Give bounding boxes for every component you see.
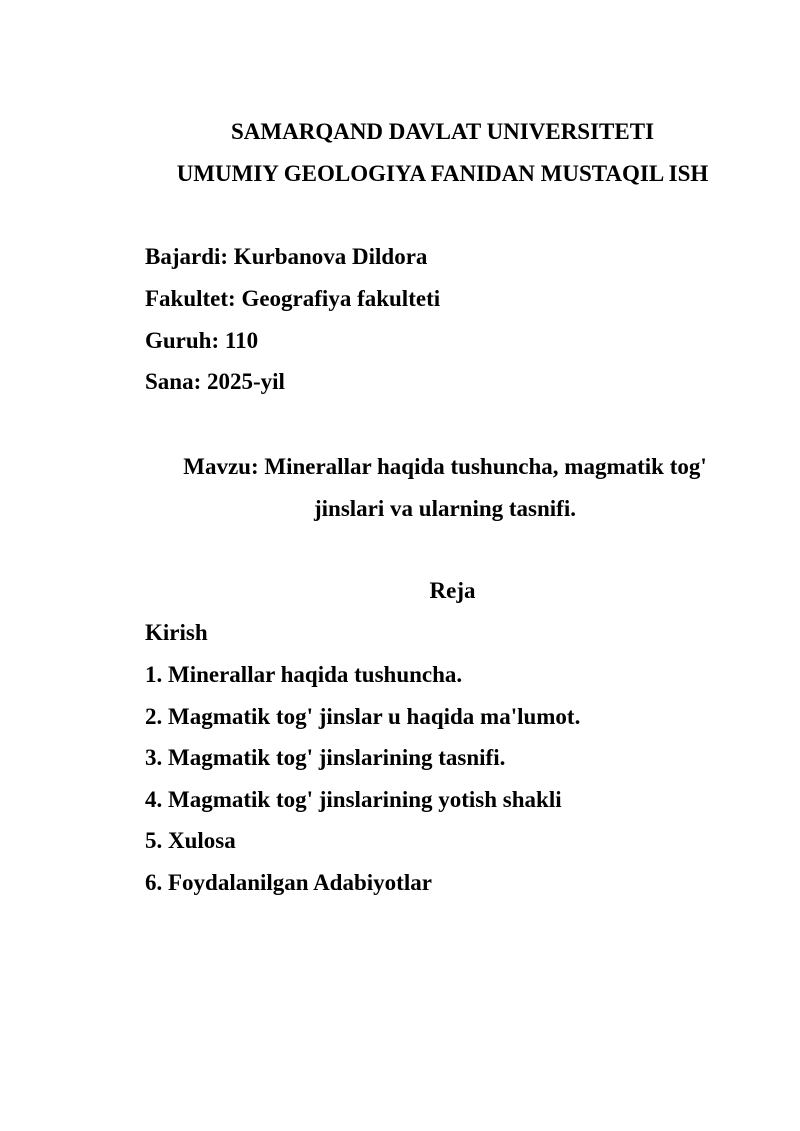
group-line: Guruh: 110 (145, 328, 259, 353)
topic-line-1: Mavzu: Minerallar haqida tushuncha, magmatik tog' (183, 454, 707, 479)
plan-item-1: 1. Minerallar haqida tushuncha. (145, 662, 463, 687)
topic-line-2: jinslari va ularning tasnifi. (314, 496, 576, 521)
university-name: SAMARQAND DAVLAT UNIVERSITETI (230, 119, 655, 144)
plan-item-6: 6. Foydalanilgan Adabiyotlar (145, 870, 432, 895)
plan-item-intro: Kirish (145, 620, 208, 645)
plan-item-4: 4. Magmatik tog' jinslarining yotish shakli (145, 787, 562, 812)
plan-item-2: 2. Magmatik tog' jinslar u haqida ma'lumot. (145, 704, 581, 729)
work-title: UMUMIY GEOLOGIYA FANIDAN MUSTAQIL ISH (176, 161, 709, 186)
author-line: Bajardi: Kurbanova Dildora (145, 244, 428, 269)
plan-item-3: 3. Magmatik tog' jinslarining tasnifi. (145, 745, 506, 770)
plan-heading: Reja (429, 578, 476, 603)
faculty-line: Fakultet: Geografiya fakulteti (145, 286, 441, 311)
plan-item-5: 5. Xulosa (145, 828, 236, 853)
date-line: Sana: 2025-yil (145, 369, 285, 394)
